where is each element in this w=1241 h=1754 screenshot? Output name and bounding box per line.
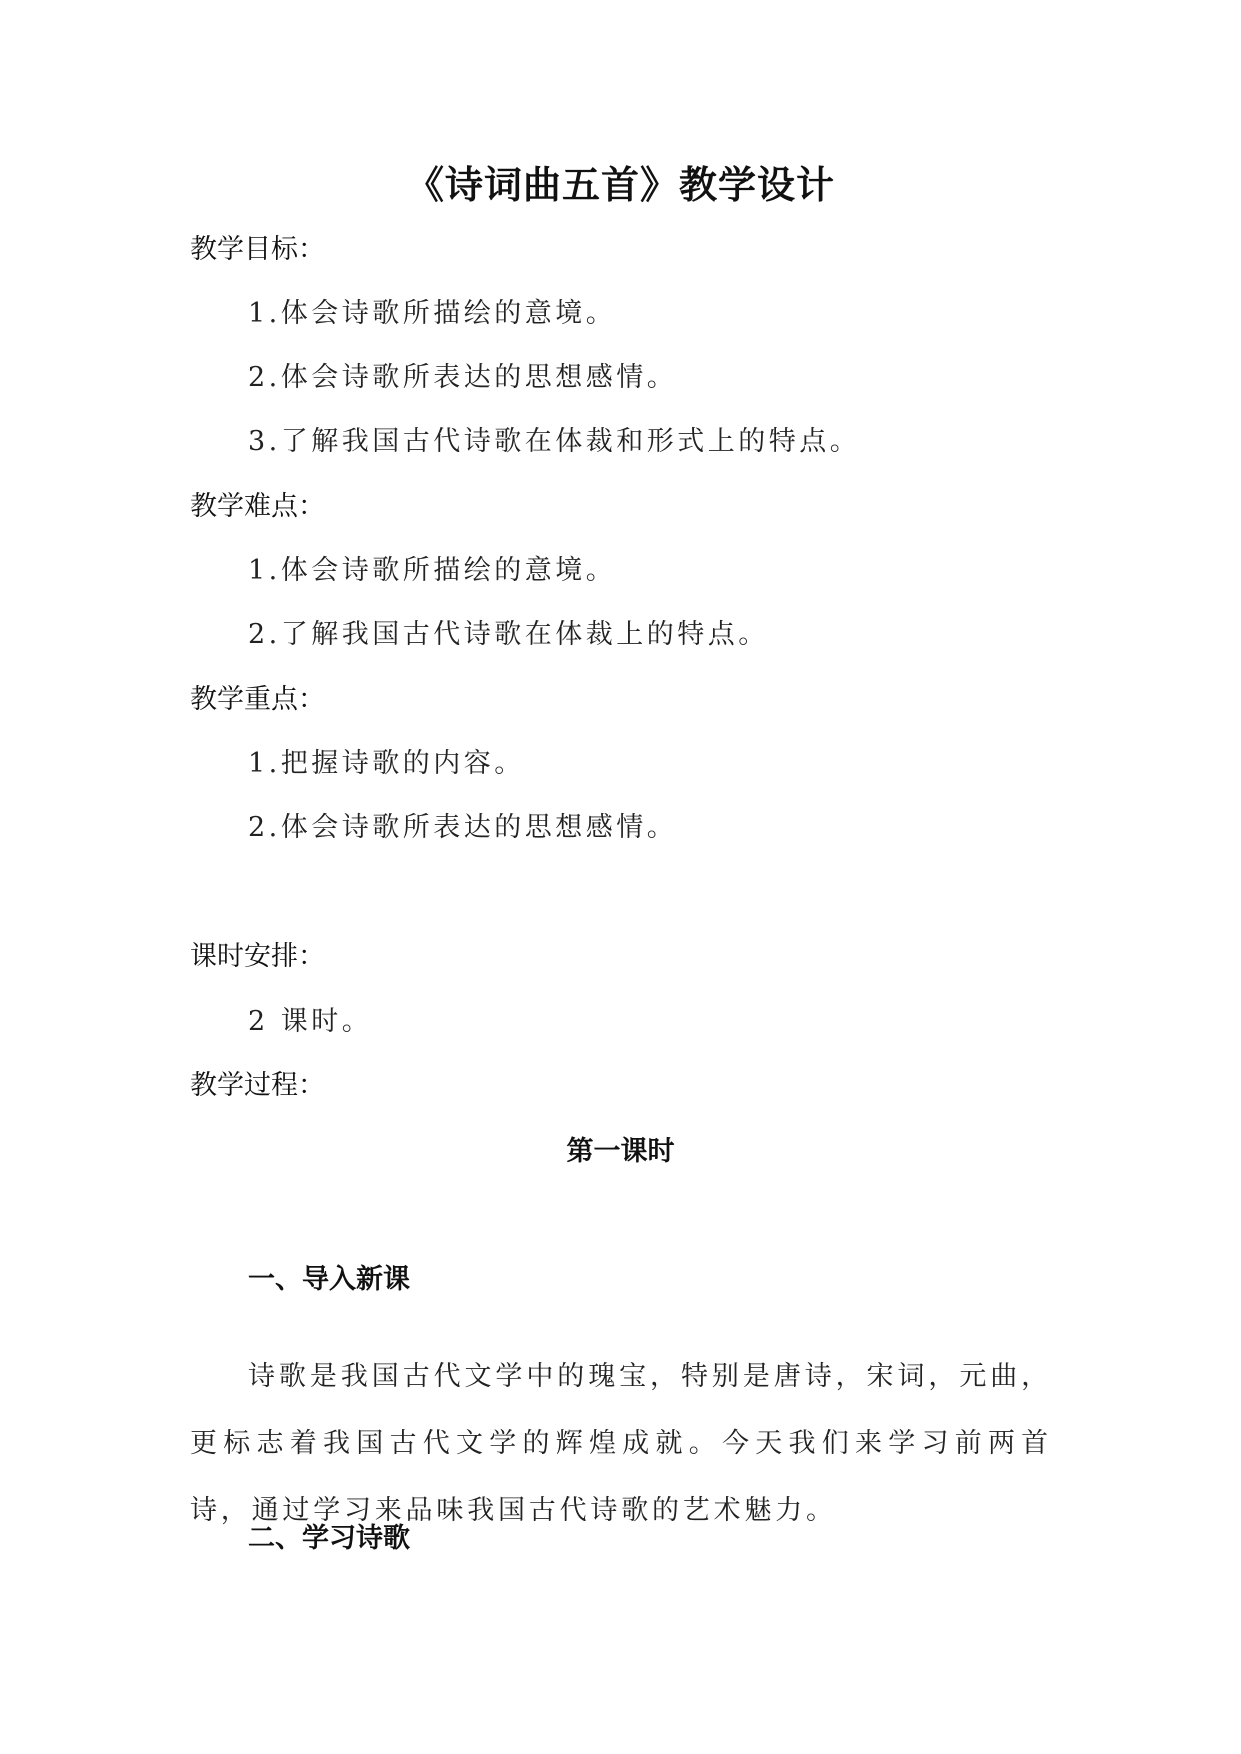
section-title-intro: 一、导入新课	[248, 1264, 410, 1295]
difficulty-item-2: 2.了解我国古代诗歌在体裁上的特点。	[248, 619, 769, 650]
goal-item-2: 2.体会诗歌所表达的思想感情。	[248, 362, 678, 393]
process-heading: 教学过程：	[190, 1070, 325, 1101]
difficulties-heading: 教学难点：	[190, 491, 325, 522]
goal-item-1: 1.体会诗歌所描绘的意境。	[248, 298, 617, 329]
key-point-item-2: 2.体会诗歌所表达的思想感情。	[248, 812, 678, 843]
lesson-title: 第一课时	[566, 1136, 675, 1167]
goal-item-3: 3.了解我国古代诗歌在体裁和形式上的特点。	[248, 426, 861, 457]
document-title: 《诗词曲五首》教学设计	[405, 162, 835, 207]
difficulty-item-1: 1.体会诗歌所描绘的意境。	[248, 555, 617, 586]
schedule-heading: 课时安排：	[190, 941, 325, 972]
section-title-study: 二、学习诗歌	[248, 1523, 410, 1554]
key-points-heading: 教学重点：	[190, 684, 325, 715]
schedule-value: 2 课时。	[248, 1006, 373, 1037]
key-point-item-1: 1.把握诗歌的内容。	[248, 748, 525, 779]
intro-paragraph: 诗歌是我国古代文学中的瑰宝，特别是唐诗，宋词，元曲，更标志着我国古代文学的辉煌成就。今天我们来学习前两首诗，通过学习来品味我国古代诗歌的艺术魅力。	[190, 1361, 1052, 1526]
goals-heading: 教学目标：	[190, 234, 325, 265]
